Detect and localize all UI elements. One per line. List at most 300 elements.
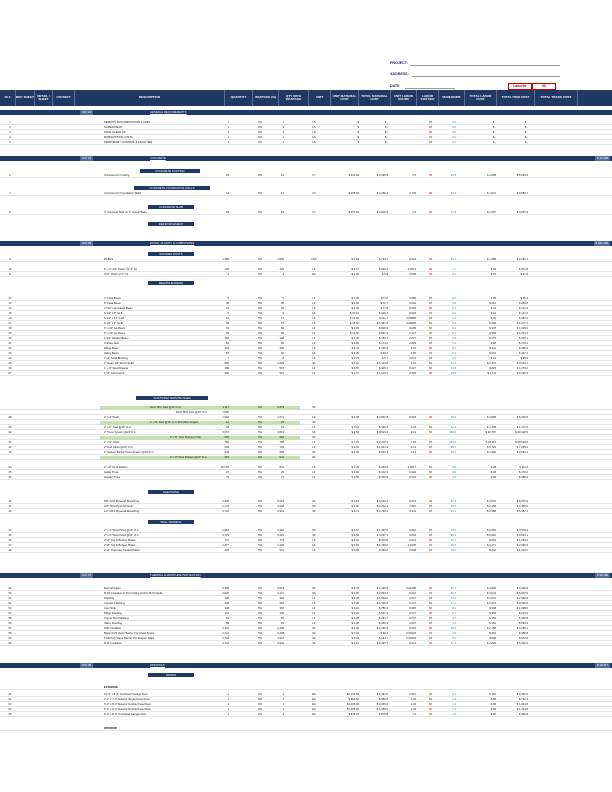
cell-uc[interactable]: $ 12.60: [350, 317, 359, 320]
cell-mh[interactable]: 41.2: [450, 362, 456, 365]
cell-ulh[interactable]: 1.33: [410, 708, 416, 711]
cell-unit[interactable]: LF: [312, 607, 316, 610]
cell-ulh[interactable]: 1.5: [412, 211, 416, 214]
cell-waste[interactable]: 5%: [258, 617, 262, 620]
cell-tot[interactable]: $ 400.8: [519, 617, 528, 620]
cell-qtyw[interactable]: 5: [282, 297, 284, 300]
cell-tlab[interactable]: $ 15: [490, 273, 496, 276]
cell-waste[interactable]: 5%: [258, 273, 262, 276]
cell-lc[interactable]: 68: [429, 602, 432, 605]
cell-waste[interactable]: 5%: [258, 505, 262, 508]
cell-mat[interactable]: $ 72.7: [380, 302, 388, 305]
cell-unit[interactable]: LF: [312, 471, 316, 474]
cell-qtyw[interactable]: 16: [281, 174, 284, 177]
cell-desc[interactable]: 2"x4" Solid Blocking: [104, 357, 128, 360]
cell-desc[interactable]: MOBILIZATION COSTS: [104, 136, 133, 139]
cell-tlab[interactable]: $ 1,335: [487, 426, 496, 429]
cell-mh[interactable]: 2.7: [452, 693, 456, 696]
cell-unit[interactable]: CY: [312, 192, 316, 195]
cell-desc[interactable]: 5-1/2" x 9" GLB: [104, 322, 123, 325]
cell-tot[interactable]: $ 966.8: [519, 713, 528, 716]
cell-qty[interactable]: 1,592: [222, 416, 229, 419]
cell-tot[interactable]: $ 28,519.6: [515, 441, 528, 444]
cell-unit[interactable]: SF: [312, 529, 316, 532]
cell-tot[interactable]: $ 913.0: [519, 612, 528, 615]
cell-mat[interactable]: $ 643.3: [379, 451, 388, 454]
cell-qtyw[interactable]: 3,931: [277, 642, 284, 645]
cell-tot[interactable]: $ 121.6: [519, 307, 528, 310]
cell-qty[interactable]: 54: [226, 342, 229, 345]
cell-ulh[interactable]: 0.0135: [407, 544, 416, 547]
cell-mh[interactable]: 23.1: [450, 258, 456, 261]
cell-mat[interactable]: $ 1,087.5: [376, 322, 388, 325]
cell-lc[interactable]: 68: [429, 632, 432, 635]
cell-tlab[interactable]: $ 1,458: [487, 258, 496, 261]
cell-no[interactable]: 20: [8, 337, 12, 340]
cell-desc[interactable]: 2" Deep 1/8" Wood Soffit: [104, 362, 134, 365]
cell-uc[interactable]: $: [357, 126, 359, 129]
cell-tot[interactable]: $ 325.1: [519, 337, 528, 340]
cell-lc[interactable]: 68: [429, 505, 432, 508]
cell-mh[interactable]: 1.3: [452, 698, 456, 701]
cell-waste[interactable]: 5%: [258, 510, 262, 513]
cell-desc[interactable]: Counter Flashing: [104, 602, 125, 605]
cell-tlab[interactable]: $ 508: [489, 637, 496, 640]
cell-mat[interactable]: $ 1,134.6: [376, 362, 388, 365]
cell-mh[interactable]: 36.0: [450, 627, 456, 630]
cell-waste[interactable]: 5%: [258, 476, 262, 479]
cell-desc[interactable]: 1" x 8" Wood Fascia: [104, 367, 129, 370]
cell-tot[interactable]: $ 2,596.8: [516, 602, 528, 605]
cell-qty[interactable]: 16: [226, 317, 229, 320]
cell-mat[interactable]: $ 396.0: [379, 549, 388, 552]
cell-qty[interactable]: 6: [227, 297, 229, 300]
cell-mat[interactable]: $ 831.2: [379, 332, 388, 335]
cell-mh[interactable]: 17.2: [450, 597, 456, 600]
cell-qtyw[interactable]: 270: [279, 466, 284, 469]
cell-uc[interactable]: $ 15.65: [350, 322, 359, 325]
cell-tlab[interactable]: $ 4,900: [487, 587, 496, 590]
cell-desc[interactable]: 3/4" T&G Plywood Deck: [104, 505, 133, 508]
cell-ulh[interactable]: 0.047: [409, 597, 416, 600]
cell-ulh[interactable]: 0.089: [409, 297, 416, 300]
cell-qty[interactable]: 18: [226, 426, 229, 429]
cell-tot[interactable]: $ 1,328.6: [516, 607, 528, 610]
cell-no[interactable]: 4: [9, 136, 11, 139]
cell-qty[interactable]: 27: [226, 471, 229, 474]
cell-no[interactable]: 41: [8, 500, 12, 503]
cell-unit[interactable]: LF: [312, 322, 316, 325]
cell-tot[interactable]: $ 762.3: [519, 698, 528, 701]
cell-mh[interactable]: 4.9: [452, 632, 456, 635]
cell-ulh[interactable]: 1.18: [410, 441, 416, 444]
cell-qtyw[interactable]: 19: [281, 426, 284, 429]
cell-lc[interactable]: 68: [429, 121, 432, 124]
cell-mh[interactable]: 0.0: [452, 121, 456, 124]
cell-qty[interactable]: 1: [227, 708, 229, 711]
cell-waste[interactable]: 5%: [258, 258, 262, 261]
cell-no[interactable]: 33: [8, 451, 12, 454]
cell-lc[interactable]: 68: [429, 347, 432, 350]
cell-tot[interactable]: $ -: [524, 121, 528, 124]
cell-waste[interactable]: 5%: [258, 332, 262, 335]
cell-waste[interactable]: 5%: [258, 297, 262, 300]
cell-qtyw[interactable]: 1: [282, 693, 284, 696]
cell-qtyw[interactable]: 366: [279, 607, 284, 610]
cell-unit[interactable]: EA: [312, 713, 316, 716]
cell-uc[interactable]: $ 0.81: [351, 500, 359, 503]
cell-mh[interactable]: 18.0: [450, 529, 456, 532]
cell-no[interactable]: 63: [8, 703, 12, 706]
cell-ulh[interactable]: 0.027: [409, 337, 416, 340]
cell-qtyw[interactable]: 1: [282, 121, 284, 124]
cell-uc[interactable]: $2,331.00: [347, 693, 359, 696]
cell-tlab[interactable]: $ 90: [490, 713, 496, 716]
cell-qty[interactable]: 5,336: [222, 500, 229, 503]
cell-tot[interactable]: $ 465.4: [519, 347, 528, 350]
cell-waste[interactable]: 5%: [258, 342, 262, 345]
cell-desc[interactable]: 6'-0" x 8'-0" Exterior Double Panel Door: [104, 703, 152, 706]
cell-waste[interactable]: 0%: [258, 708, 262, 711]
cell-tlab[interactable]: $ 5,216: [487, 534, 496, 537]
cell-uc[interactable]: $ 0.71: [351, 510, 359, 513]
cell-desc[interactable]: 6" x 10" GL Beam: [104, 327, 126, 330]
cell-uc[interactable]: $ 1.10: [351, 362, 359, 365]
cell-ulh[interactable]: 0.036: [409, 372, 416, 375]
cell-desc[interactable]: 16'-0" x 8'-0" Overhead Garage Door: [104, 693, 148, 696]
cell-mat[interactable]: $ 1,497.6: [376, 529, 388, 532]
cell-mh[interactable]: 22.3: [450, 426, 456, 429]
cell-waste[interactable]: 5%: [258, 416, 262, 419]
cell-tlab[interactable]: $ 378: [489, 327, 496, 330]
cell-tot[interactable]: $ 389.2: [519, 476, 528, 479]
cell-mat[interactable]: $ 241.7: [379, 617, 388, 620]
cell-ulh[interactable]: 0.029: [409, 342, 416, 345]
cell-mh[interactable]: 0.2: [452, 312, 456, 315]
cell-tot[interactable]: $ 9,523.1: [516, 534, 528, 537]
cell-qty[interactable]: 1: [227, 703, 229, 706]
cell-qtyw[interactable]: 501: [279, 549, 284, 552]
cell-mh[interactable]: 18.5: [450, 372, 456, 375]
cell-no[interactable]: 5: [9, 141, 11, 144]
cell-uc[interactable]: $ 0.61: [351, 642, 359, 645]
cell-qty[interactable]: 103: [224, 337, 229, 340]
cell-tlab[interactable]: $ 833: [489, 367, 496, 370]
project-field[interactable]: [410, 65, 560, 66]
date-field[interactable]: [405, 88, 455, 89]
cell-qtyw[interactable]: 18: [281, 211, 284, 214]
cell-no[interactable]: 1: [9, 121, 11, 124]
cell-mat[interactable]: $ 9,623.3: [376, 431, 388, 434]
cell-mh[interactable]: 36.0: [450, 505, 456, 508]
cell-desc[interactable]: 2" x 8" Roof Rafters: [104, 466, 128, 469]
cell-qtyw[interactable]: 8: [282, 357, 284, 360]
cell-qtyw[interactable]: 798: [279, 441, 284, 444]
cell-ulh[interactable]: 0.058: [409, 273, 416, 276]
cell-mh[interactable]: 95.4: [450, 446, 456, 449]
cell-mh[interactable]: 10.1: [450, 539, 456, 542]
cell-uc[interactable]: $ 0.75: [351, 357, 359, 360]
cell-qty[interactable]: 3,020: [222, 592, 229, 595]
cell-qtyw[interactable]: 3,931: [277, 510, 284, 513]
cell-lc[interactable]: 68: [429, 317, 432, 320]
cell-uc[interactable]: $ 0.90: [351, 592, 359, 595]
cell-mat[interactable]: $ 400.3: [379, 622, 388, 625]
cell-ulh[interactable]: 0.0074: [407, 268, 416, 271]
cell-tot[interactable]: $ 272.2: [519, 342, 528, 345]
cell-uc[interactable]: $: [357, 141, 359, 144]
cell-desc[interactable]: 2" End Joists @24" O.C.: [104, 446, 134, 449]
cell-qtyw[interactable]: 1: [282, 708, 284, 711]
cell-tot[interactable]: $ 170.2: [519, 471, 528, 474]
cell-tot[interactable]: $ 2,251.4: [516, 258, 528, 261]
cell-desc[interactable]: 5/8" CDX Plywood Sheathing: [104, 500, 139, 503]
cell-mh[interactable]: 33.2: [450, 451, 456, 454]
cell-waste[interactable]: 5%: [258, 607, 262, 610]
cell-lc[interactable]: 68: [429, 451, 432, 454]
cell-qtyw[interactable]: 73: [281, 476, 284, 479]
cell-tlab[interactable]: $ 212: [489, 302, 496, 305]
cell-ulh[interactable]: 0.13: [410, 431, 416, 434]
cell-tlab[interactable]: $ 2,158: [487, 505, 496, 508]
cell-qtyw[interactable]: 515: [279, 372, 284, 375]
cell-tlab[interactable]: $ 311: [489, 347, 496, 350]
cell-tlab[interactable]: $ 290: [489, 322, 496, 325]
cell-waste[interactable]: 5%: [258, 367, 262, 370]
cell-tot[interactable]: $ 39,410.5: [515, 431, 528, 434]
cell-no[interactable]: 35: [8, 471, 12, 474]
cell-unit[interactable]: LF: [312, 332, 316, 335]
cell-qtyw[interactable]: 2,248: [277, 632, 284, 635]
cell-mat[interactable]: $ 4,546.4: [376, 500, 388, 503]
cell-ulh[interactable]: 0.047: [409, 622, 416, 625]
cell-unit[interactable]: LS: [312, 126, 316, 129]
cell-unit[interactable]: EA: [312, 698, 316, 701]
cell-mat[interactable]: $ 626.9: [379, 327, 388, 330]
cell-qty[interactable]: 3,744: [222, 642, 229, 645]
cell-tot[interactable]: $ 437.1: [519, 352, 528, 355]
cell-qtyw[interactable]: 66: [281, 327, 284, 330]
cell-desc[interactable]: 1/2" CDX Plywood Sheathing: [104, 510, 139, 513]
cell-mh[interactable]: 23.8: [450, 174, 456, 177]
cell-ulh[interactable]: 0.047: [409, 617, 416, 620]
cell-unit[interactable]: SF: [312, 642, 316, 645]
cell-lc[interactable]: 68: [429, 713, 432, 716]
cell-mh[interactable]: 0.6: [452, 471, 456, 474]
cell-qtyw[interactable]: 1,029: [277, 362, 284, 365]
cell-qty[interactable]: 1: [227, 126, 229, 129]
cell-unit[interactable]: EA: [312, 708, 316, 711]
cell-no[interactable]: 48: [8, 549, 12, 552]
cell-qtyw[interactable]: 5,315: [277, 534, 284, 537]
cell-lc[interactable]: 68: [429, 587, 432, 590]
cell-ulh[interactable]: 1.33: [410, 703, 416, 706]
cell-mh[interactable]: 30.0: [450, 416, 456, 419]
cell-desc[interactable]: 2" x 4" Wood Stud @16" O.C.: [104, 529, 140, 532]
cell-tot[interactable]: $ 8,579.9: [516, 500, 528, 503]
cell-lc[interactable]: 68: [429, 192, 432, 195]
cell-qtyw[interactable]: 1: [282, 136, 284, 139]
cell-tot[interactable]: $ 663.9: [519, 622, 528, 625]
cell-mh[interactable]: 5.2: [452, 347, 456, 350]
cell-tlab[interactable]: $ 2,825: [487, 642, 496, 645]
cell-qtyw[interactable]: 5,613: [277, 587, 284, 590]
cell-lc[interactable]: 68: [429, 539, 432, 542]
cell-mh[interactable]: 2.9: [452, 337, 456, 340]
cell-qtyw[interactable]: 6: [282, 312, 284, 315]
cell-tot[interactable]: $ 1,083.2: [516, 539, 528, 542]
cell-mat[interactable]: $ 2,397.7: [376, 642, 388, 645]
cell-desc[interactable]: 4" Fasa Beam: [104, 297, 121, 300]
cell-desc[interactable]: SUPERVISION: [104, 126, 123, 129]
cell-tot[interactable]: $ 2,596.8: [516, 597, 528, 600]
cell-no[interactable]: 31: [8, 441, 12, 444]
cell-mat[interactable]: $ 1,015.4: [376, 372, 388, 375]
cell-mh[interactable]: 3.5: [452, 302, 456, 305]
cell-no[interactable]: 13: [8, 302, 12, 305]
cell-tot[interactable]: $ 380.8: [519, 632, 528, 635]
cell-unit[interactable]: SF: [312, 431, 316, 434]
cell-tlab[interactable]: $ 3,044: [487, 592, 496, 595]
cell-qty[interactable]: 3,744: [222, 510, 229, 513]
cell-ulh[interactable]: 0.13: [410, 446, 416, 449]
cell-tlab[interactable]: $ 63: [490, 268, 496, 271]
cell-uc[interactable]: $ 1.11: [351, 347, 359, 350]
cell-unit[interactable]: SF: [312, 510, 316, 513]
cell-uc[interactable]: $ 20.61: [350, 312, 359, 315]
cell-no[interactable]: 3: [9, 131, 11, 134]
cell-mh[interactable]: 81.7: [450, 587, 456, 590]
cell-mh[interactable]: 5.4: [452, 352, 456, 355]
cell-uc[interactable]: $ 2.52: [351, 431, 359, 434]
cell-desc[interactable]: 1-3/4" Header Beam: [104, 337, 129, 340]
cell-desc[interactable]: Cant Strip: [104, 607, 116, 610]
cell-qty[interactable]: 36: [226, 302, 229, 305]
cell-tlab[interactable]: $ -: [492, 121, 496, 124]
cell-mat[interactable]: $ 1,199.0: [376, 544, 388, 547]
cell-tlab[interactable]: $ 38: [490, 471, 496, 474]
cell-uc[interactable]: $ 0.84: [351, 544, 359, 547]
cell-mh[interactable]: 2.7: [452, 617, 456, 620]
cell-tot[interactable]: $ 1,334.3: [516, 332, 528, 335]
cell-tlab[interactable]: $ 159: [489, 617, 496, 620]
cell-lc[interactable]: 68: [429, 357, 432, 360]
cell-qty[interactable]: 348: [224, 607, 229, 610]
cell-tot[interactable]: $ -: [524, 141, 528, 144]
cell-qty[interactable]: 737: [224, 539, 229, 542]
cell-no[interactable]: 56: [8, 622, 12, 625]
cell-tot[interactable]: $ 5,615.6: [516, 416, 528, 419]
cell-desc[interactable]: 6'-0" x 8'-0" Exterior Double Panel Door: [104, 708, 152, 711]
cell-mh[interactable]: 47.6: [450, 642, 456, 645]
cell-mh[interactable]: 8.5: [452, 637, 456, 640]
cell-mat[interactable]: $ 445.7: [379, 367, 388, 370]
cell-no[interactable]: 50: [8, 592, 12, 595]
cell-qty[interactable]: 1,377: [222, 544, 229, 547]
cell-mh[interactable]: 17.2: [450, 602, 456, 605]
cell-qtyw[interactable]: 2,248: [277, 505, 284, 508]
cell-qty[interactable]: 2,918: [222, 529, 229, 532]
cell-no[interactable]: 9: [9, 258, 11, 261]
cell-qty[interactable]: 257.56: [220, 466, 229, 469]
cell-ulh[interactable]: 0.04: [410, 362, 416, 365]
cell-tot[interactable]: $ 21.5: [520, 273, 528, 276]
cell-mh[interactable]: 496.5: [449, 431, 456, 434]
cell-tlab[interactable]: $ 35: [490, 297, 496, 300]
cell-uc[interactable]: $ 7.19: [351, 426, 359, 429]
cell-mh[interactable]: 27.8: [450, 211, 456, 214]
cell-waste[interactable]: 5%: [258, 302, 262, 305]
cell-lc[interactable]: 68: [429, 342, 432, 345]
cell-no[interactable]: 17: [8, 322, 12, 325]
cell-qty[interactable]: 87: [226, 352, 229, 355]
cell-qtyw[interactable]: 56: [281, 342, 284, 345]
cell-no[interactable]: 52: [8, 602, 12, 605]
cell-desc[interactable]: 6" x 16" GL Beam: [104, 332, 126, 335]
cell-waste[interactable]: 5%: [258, 312, 262, 315]
cell-no[interactable]: 28: [8, 416, 12, 419]
cell-waste[interactable]: 5%: [258, 372, 262, 375]
cell-tot[interactable]: $ 4,557.9: [516, 211, 528, 214]
cell-desc[interactable]: Black 6 Mil Vapor Barrier For Crawl Space: [104, 632, 155, 635]
cell-tot[interactable]: $ 2,633.1: [516, 451, 528, 454]
cell-uc[interactable]: $ 4.22: [351, 612, 359, 615]
cell-no[interactable]: 32: [8, 446, 12, 449]
cell-desc[interactable]: 3'-0" x 7'-0" Exterior Single Panel Door: [104, 698, 150, 701]
cell-qty[interactable]: 1,385: [222, 258, 229, 261]
cell-tlab[interactable]: $ 80: [490, 703, 496, 706]
cell-qty[interactable]: 699: [224, 446, 229, 449]
cell-qty[interactable]: 1: [227, 141, 229, 144]
cell-uc[interactable]: $ 876.75: [348, 713, 359, 716]
cell-unit[interactable]: SF: [312, 632, 316, 635]
cell-tlab[interactable]: $ 2,470: [487, 362, 496, 365]
cell-uc[interactable]: $ 3.09: [351, 342, 359, 345]
cell-waste[interactable]: 0%: [258, 131, 262, 134]
cell-mat[interactable]: $ 1,566.0: [376, 602, 388, 605]
cell-waste[interactable]: 5%: [258, 347, 262, 350]
cell-mat[interactable]: $ 2,863.4: [376, 592, 388, 595]
cell-waste[interactable]: 5%: [258, 529, 262, 532]
cell-qty[interactable]: 18: [226, 211, 229, 214]
cell-desc[interactable]: R-11 Insulation: [104, 642, 122, 645]
cell-waste[interactable]: 5%: [258, 327, 262, 330]
cell-lc[interactable]: 68: [429, 544, 432, 547]
cell-waste[interactable]: 5%: [258, 446, 262, 449]
cell-qtyw[interactable]: 1,950: [277, 258, 284, 261]
cell-qty[interactable]: 348: [224, 602, 229, 605]
cell-waste[interactable]: 5%: [258, 431, 262, 434]
cell-tlab[interactable]: $ 175: [489, 337, 496, 340]
cell-no[interactable]: 2: [9, 126, 11, 129]
cell-tot[interactable]: $ 1,279.2: [516, 367, 528, 370]
cell-unit[interactable]: LF: [312, 372, 316, 375]
cell-no[interactable]: 6: [9, 174, 11, 177]
cell-desc[interactable]: PERMITS DOCUMENTATION & FEES: [104, 121, 151, 124]
cell-ulh[interactable]: 1.5: [412, 174, 416, 177]
cell-waste[interactable]: 0%: [258, 703, 262, 706]
cell-mh[interactable]: 0.0: [452, 131, 456, 134]
cell-waste[interactable]: 5%: [258, 322, 262, 325]
cell-waste[interactable]: 5%: [258, 500, 262, 503]
cell-lc[interactable]: 68: [429, 612, 432, 615]
cell-waste[interactable]: 5%: [258, 211, 262, 214]
cell-mat[interactable]: $ 2,807.8: [376, 416, 388, 419]
cell-mat[interactable]: $ 793.7: [379, 258, 388, 261]
cell-tot[interactable]: $ -: [524, 131, 528, 134]
cell-no[interactable]: 11: [8, 273, 12, 276]
cell-desc[interactable]: 6" x 6" GR. Posts (12'-0" H): [104, 268, 137, 271]
